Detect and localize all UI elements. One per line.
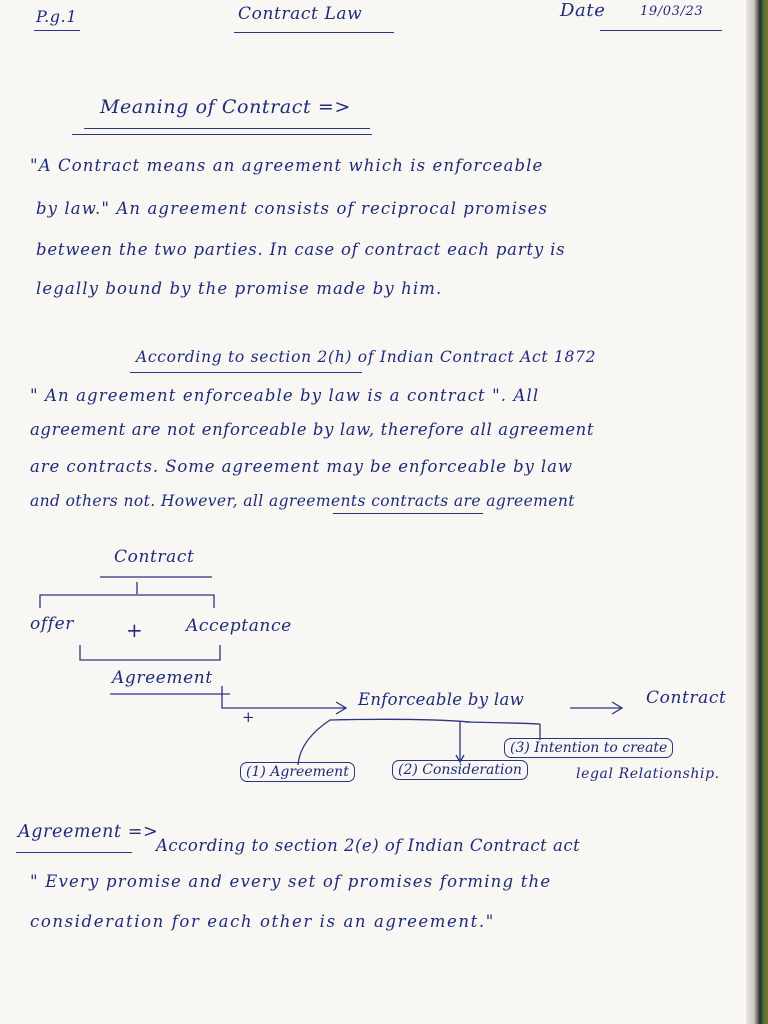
diagram-plus-2: + <box>242 708 256 726</box>
page-number: P.g.1 <box>36 7 78 26</box>
diagram-result-contract: Contract <box>646 688 727 708</box>
page-title: Contract Law <box>238 4 363 24</box>
section-2h-line-4: are contracts. Some agreement may be enforceable by law <box>30 457 573 476</box>
diagram-box-agreement: (1) Agreement <box>240 762 355 782</box>
strike-agreements <box>333 513 483 514</box>
section-heading-agreement: Agreement => <box>18 822 159 842</box>
diagram-box-consideration: (2) Consideration <box>392 760 528 780</box>
section-2h-line-1: According to section 2(h) of Indian Contract Act 1872 <box>136 348 597 366</box>
date-underline <box>600 30 722 31</box>
diagram-box-intention: (3) Intention to create <box>504 738 673 758</box>
diagram-offer: offer <box>30 614 75 634</box>
diagram-root-contract: Contract <box>114 547 195 567</box>
page-title-underline <box>234 32 394 33</box>
section-heading-meaning: Meaning of Contract => <box>100 96 351 118</box>
meaning-line-1: "A Contract means an agreement which is enforceable <box>30 156 544 175</box>
agreement-heading-underline <box>16 852 132 853</box>
page-edge-shadow <box>746 0 768 1024</box>
page-number-underline <box>34 30 80 31</box>
meaning-line-4: legally bound by the promise made by him. <box>36 279 443 298</box>
section-2h-line-2: " An agreement enforceable by law is a contract ". All <box>30 386 540 405</box>
diagram-acceptance: Acceptance <box>186 616 292 636</box>
section-2e-line-1: According to section 2(e) of Indian Contract act <box>156 836 581 855</box>
diagram-box-intention-cont: legal Relationship. <box>576 766 720 782</box>
section-2h-underline <box>130 372 362 373</box>
date-value: 19/03/23 <box>640 4 704 19</box>
heading-underline-2 <box>72 134 372 135</box>
meaning-line-2: by law." An agreement consists of reciprocal promises <box>36 199 549 218</box>
section-2e-line-3: consideration for each other is an agreement." <box>30 912 495 931</box>
section-2e-line-2: " Every promise and every set of promises forming the <box>30 872 552 891</box>
diagram-plus-1: + <box>126 618 144 642</box>
section-2h-line-3: agreement are not enforceable by law, therefore all agreement <box>30 420 595 439</box>
heading-underline-1 <box>84 128 370 129</box>
date-label: Date <box>560 0 606 21</box>
section-2h-line-5: and others not. However, all agreements contracts are agreement <box>30 492 575 510</box>
meaning-line-3: between the two parties. In case of contract each party is <box>36 240 566 259</box>
diagram-agreement: Agreement <box>112 668 213 688</box>
diagram-enforceable: Enforceable by law <box>358 690 525 709</box>
